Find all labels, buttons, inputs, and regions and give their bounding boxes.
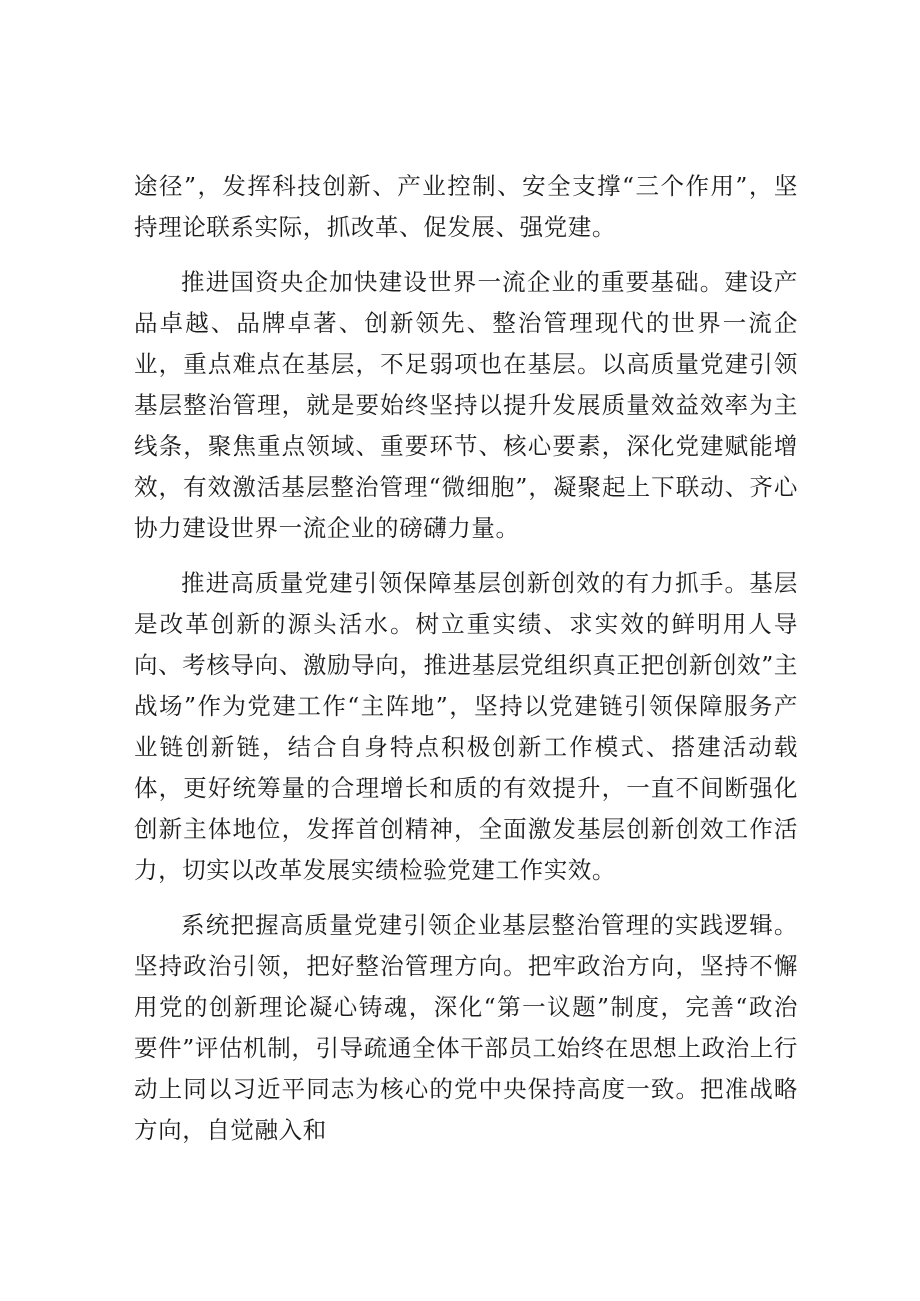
paragraph-world-class-foundation: 推进国资央企加快建设世界一流企业的重要基础。建设产品卓越、品牌卓著、创新领先、整治管理现代的世界一流企业，重点难点在基层，不足弱项也在基层。以高质量党建引领基层整治管理，就是要始终坚持以提升发展质量效益效率为主线条，聚焦重点领域、重要环节、核心要素，深化党建赋能增效，有效激活基层整治管理“微细胞”，凝聚起上下联动、齐心协力建设世界一流企业的磅礴力量。 xyxy=(134,268,798,542)
paragraph-continuation: 途径”，发挥科技创新、产业控制、安全支撑“三个作用”，坚持理论联系实际，抓改革、促发展、强党建。 xyxy=(134,172,798,241)
document-body xyxy=(134,166,798,1165)
paragraph-practice-logic: 系统把握高质量党建引领企业基层整治管理的实践逻辑。坚持政治引领，把好整治管理方向。把牢政治方向，坚持不懈用党的创新理论凝心铸魂，深化“第一议题”制度，完善“政治要件”评估机制，引导疏通全体干部员工始终在思想上政治上行动上同以习近平同志为核心的党中央保持高度一致。把准战略方向，自觉融入和 xyxy=(134,911,798,1144)
paragraph-innovation-lever: 推进高质量党建引领保障基层创新创效的有力抓手。基层是改革创新的源头活水。树立重实绩、求实效的鲜明用人导向、考核导向、激励导向，推进基层党组织真正把创新创效”主战场”作为党建工作“主阵地”，坚持以党建链引领保障服务产业链创新链，结合自身特点积极创新工作模式、搭建活动载体，更好统筹量的合理增长和质的有效提升，一直不间断强化创新主体地位，发挥首创精神，全面激发基层创新创效工作活力，切实以改革发展实绩检验党建工作实效。 xyxy=(134,569,798,884)
